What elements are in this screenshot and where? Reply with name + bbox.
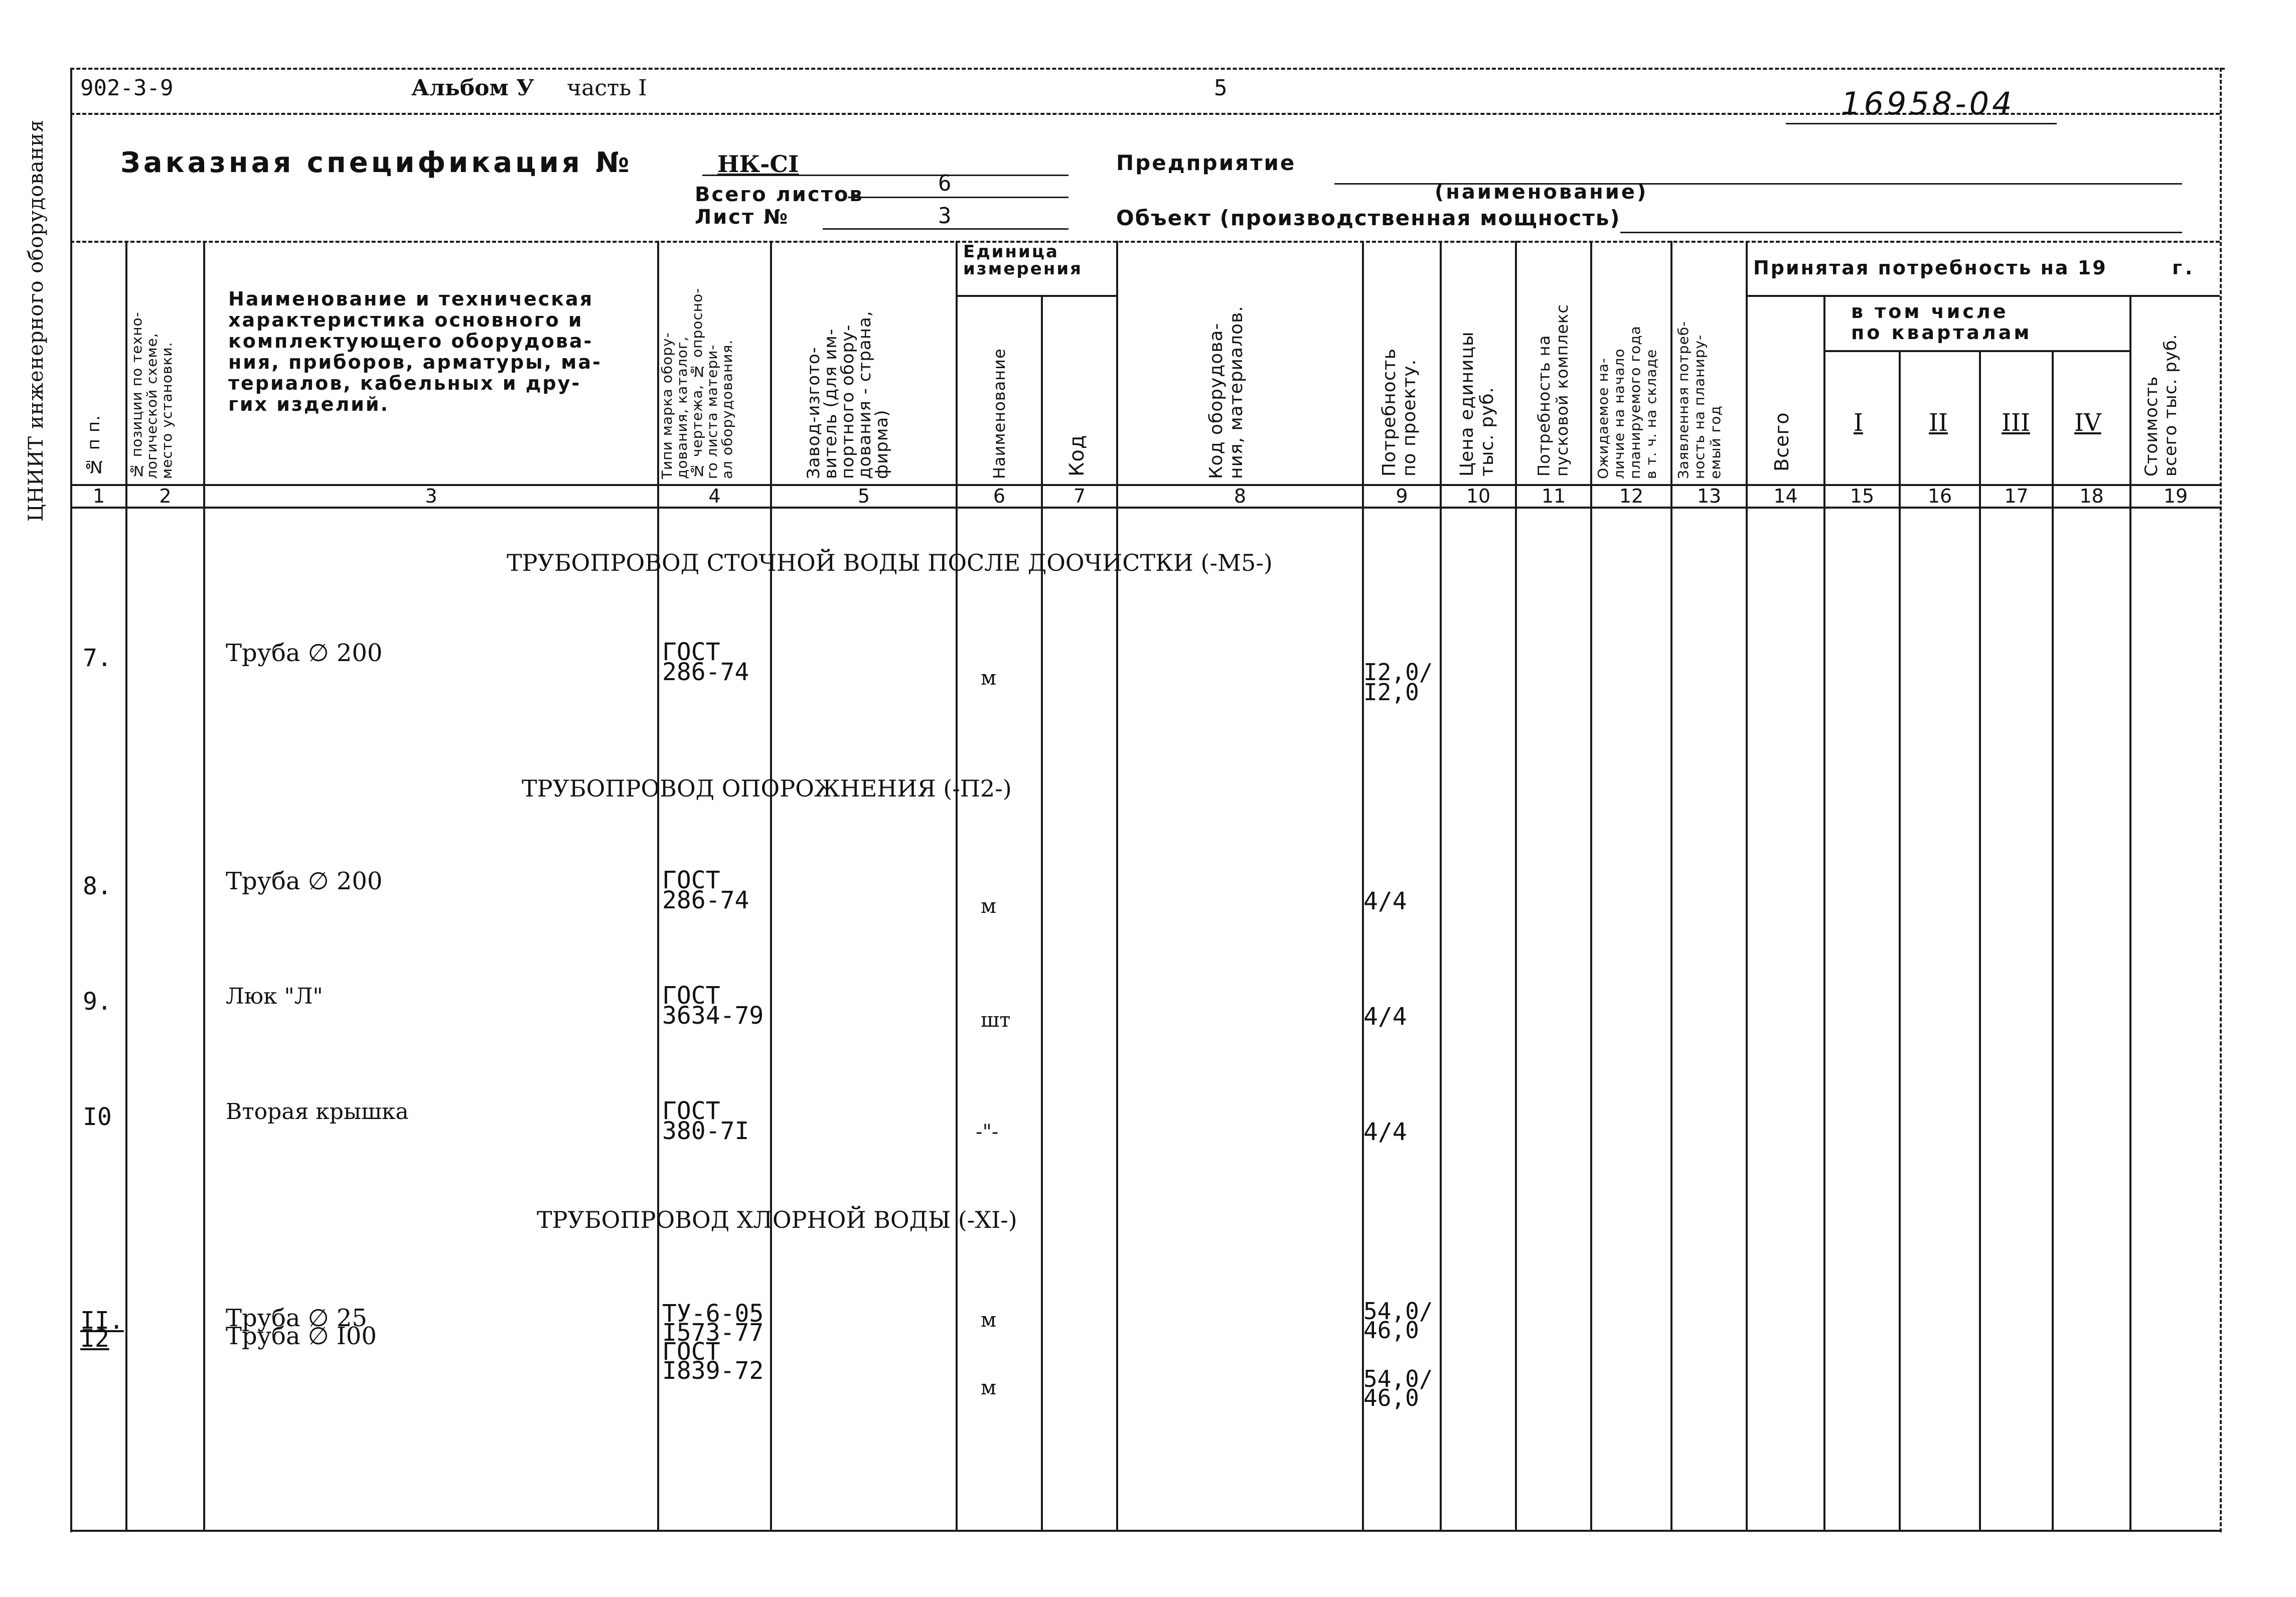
frame-left xyxy=(70,68,72,1532)
row-8-unit: м xyxy=(981,895,997,918)
col-number-15: 15 xyxy=(1850,485,1875,507)
row-8-quantity: 4/4 xyxy=(1363,887,1407,915)
col-header-q3: III xyxy=(2002,409,2030,437)
col-header-q4: IV xyxy=(2074,409,2101,437)
object-label: Объект (производственная мощность) xyxy=(1116,206,1621,230)
frame-right xyxy=(2220,68,2222,1532)
col-number-5: 5 xyxy=(857,485,870,507)
col-line-18 xyxy=(2129,296,2131,1530)
col-number-6: 6 xyxy=(993,485,1006,507)
row-8-name: Труба ∅ 200 xyxy=(226,867,383,895)
page-number: 5 xyxy=(1214,75,1228,101)
col-number-1: 1 xyxy=(92,485,105,507)
album-label: Альбом У xyxy=(411,75,534,101)
col-line-10 xyxy=(1515,241,1517,1530)
col-line-13 xyxy=(1746,241,1748,1530)
col-header-7: Код xyxy=(1065,434,1089,476)
col-line-6 xyxy=(1041,296,1043,1530)
col-line-2 xyxy=(203,241,205,1530)
row-11-quantity: 54,0/ 46,0 xyxy=(1363,1298,1433,1344)
row-9-number: 9. xyxy=(83,988,112,1016)
row-11-12-name: Труба ∅ 25 Труба ∅ I00 xyxy=(226,1304,377,1350)
numbers-line-bottom xyxy=(70,507,2220,509)
col-number-4: 4 xyxy=(708,485,721,507)
col-number-18: 18 xyxy=(2079,485,2104,507)
reg-number: 16958-04 xyxy=(1841,85,2015,122)
col-number-17: 17 xyxy=(2004,485,2029,507)
side-stamp: ЦНИИТ инженерного оборудования xyxy=(25,119,48,522)
total-sheets-value: 6 xyxy=(938,171,952,196)
row-9-standard: ГОСТ 3634-79 xyxy=(662,982,764,1030)
col-number-16: 16 xyxy=(1927,485,1952,507)
unit-group-line xyxy=(956,295,1116,297)
col-header-13: Заявленная потреб- ность на планиру- емый год xyxy=(1675,321,1724,479)
row-12-quantity: 54,0/ 46,0 xyxy=(1363,1365,1433,1411)
enterprise-label: Предприятие xyxy=(1116,150,1296,175)
col-header-11: Потребность на пусковой комплекс xyxy=(1535,304,1572,476)
total-sheets-underline xyxy=(848,197,1068,198)
col-header-9: Потребность по проекту. xyxy=(1379,348,1420,476)
spec-title: Заказная спецификация № xyxy=(120,146,633,179)
col-header-14: Всего xyxy=(1771,412,1793,471)
row-10-unit: -"- xyxy=(976,1121,999,1144)
row-7-standard: ГОСТ 286-74 xyxy=(662,638,749,686)
row-7-name: Труба ∅ 200 xyxy=(226,639,383,667)
row-12-unit: м xyxy=(981,1376,997,1399)
header-line-2 xyxy=(70,241,2220,243)
col-number-8: 8 xyxy=(1234,485,1247,507)
col-line-1 xyxy=(125,241,127,1530)
object-underline xyxy=(1620,232,2182,233)
col-line-15 xyxy=(1899,351,1901,1530)
row-11-12-standard: ТУ-6-05 I573-77 ГОСТ I839-72 xyxy=(662,1300,764,1385)
col-line-12 xyxy=(1670,241,1672,1530)
col-line-4 xyxy=(770,241,772,1530)
col-header-q1: I xyxy=(1854,409,1863,437)
col-number-12: 12 xyxy=(1619,485,1644,507)
frame-bottom xyxy=(70,1530,2220,1532)
col-header-q2: II xyxy=(1929,409,1948,437)
sheet-value: 3 xyxy=(938,203,952,229)
col-number-19: 19 xyxy=(2163,485,2188,507)
col-line-16 xyxy=(1979,351,1981,1530)
row-10-quantity: 4/4 xyxy=(1363,1118,1407,1146)
col-header-19: Стоимость всего тыс. руб. xyxy=(2141,334,2181,476)
col-header-1: № п п. xyxy=(84,415,104,476)
row-7-number: 7. xyxy=(83,644,112,672)
col-header-4: Типи марка обору- дования, каталог, № чертежа, № опросно- го листа матери- ал оборудования. xyxy=(659,287,735,479)
quarters-header: в том числе по кварталам xyxy=(1851,300,2032,344)
col-header-8: Код оборудова- ния, материалов. xyxy=(1206,305,1247,479)
row-10-number: I0 xyxy=(83,1103,112,1131)
reg-underline xyxy=(1786,123,2057,124)
row-8-standard: ГОСТ 286-74 xyxy=(662,866,749,914)
quarters-line xyxy=(1823,350,2129,352)
spec-no-underline xyxy=(702,175,1068,176)
col-header-12: Ожидаемое на- личие на начало планируемого года в т. ч. на складе xyxy=(1595,326,1659,479)
col-header-10: Цена единицы тыс. руб. xyxy=(1457,331,1497,476)
row-10-name: Вторая крышка xyxy=(226,1099,409,1125)
col-header-2: № позиции по техно- логической схеме, место установки. xyxy=(128,311,175,479)
frame-top xyxy=(70,68,2225,70)
section-heading-x1: ТРУБОПРОВОД ХЛОРНОЙ ВОДЫ (-ХI-) xyxy=(537,1206,1017,1233)
col-header-5: Завод-изгото- витель (для им- портного обору- дования - страна, фирма) xyxy=(804,310,892,479)
row-9-quantity: 4/4 xyxy=(1363,1003,1407,1031)
col-header-3: Наименование и техническая характеристика основного и комплектующего оборудова- ния, приборов, арматуры, ма- териалов, кабельных и дру- гих изделий. xyxy=(228,288,602,415)
section-heading-p2: ТРУБОПРОВОД ОПОРОЖНЕНИЯ (-П2-) xyxy=(522,775,1012,802)
col-header-6: Наименование xyxy=(990,348,1009,479)
accepted-header: Принятая потребность на 19 xyxy=(1753,257,2107,279)
accepted-year-suffix: г. xyxy=(2172,257,2196,279)
row-9-unit: шт xyxy=(981,1009,1011,1032)
row-7-unit: м xyxy=(981,667,997,690)
naming-label: (наименование) xyxy=(1435,181,1648,204)
row-11-12-number: II. I2 xyxy=(80,1307,124,1353)
col-number-14: 14 xyxy=(1773,485,1798,507)
part-label: часть I xyxy=(567,75,647,101)
col-line-17 xyxy=(2052,351,2054,1530)
col-number-11: 11 xyxy=(1541,485,1566,507)
col-line-7 xyxy=(1116,241,1118,1530)
col-header-6-group: Единица измерения xyxy=(963,242,1083,279)
col-line-5 xyxy=(956,241,958,1530)
col-line-11 xyxy=(1590,241,1592,1530)
row-11-unit: м xyxy=(981,1309,997,1332)
spec-number: НК-СI xyxy=(717,150,799,178)
doc-code: 902-3-9 xyxy=(80,75,174,101)
col-number-7: 7 xyxy=(1073,485,1086,507)
col-line-14 xyxy=(1823,296,1825,1530)
row-7-quantity: I2,0/ I2,0 xyxy=(1363,659,1433,706)
col-number-10: 10 xyxy=(1466,485,1491,507)
col-number-2: 2 xyxy=(159,485,172,507)
total-sheets-label: Всего листов xyxy=(695,183,864,206)
row-9-name: Люк "Л" xyxy=(226,984,323,1009)
sheet-underline xyxy=(823,228,1068,230)
col-line-9 xyxy=(1440,241,1442,1530)
row-8-number: 8. xyxy=(83,872,112,900)
section-heading-m5: ТРУБОПРОВОД СТОЧНОЙ ВОДЫ ПОСЛЕ ДООЧИСТКИ (-М5-) xyxy=(507,549,1273,576)
sheet-label: Лист № xyxy=(695,206,790,229)
col-number-13: 13 xyxy=(1697,485,1722,507)
col-number-3: 3 xyxy=(425,485,437,507)
row-10-standard: ГОСТ 380-7I xyxy=(662,1097,749,1145)
col-number-9: 9 xyxy=(1396,485,1408,507)
